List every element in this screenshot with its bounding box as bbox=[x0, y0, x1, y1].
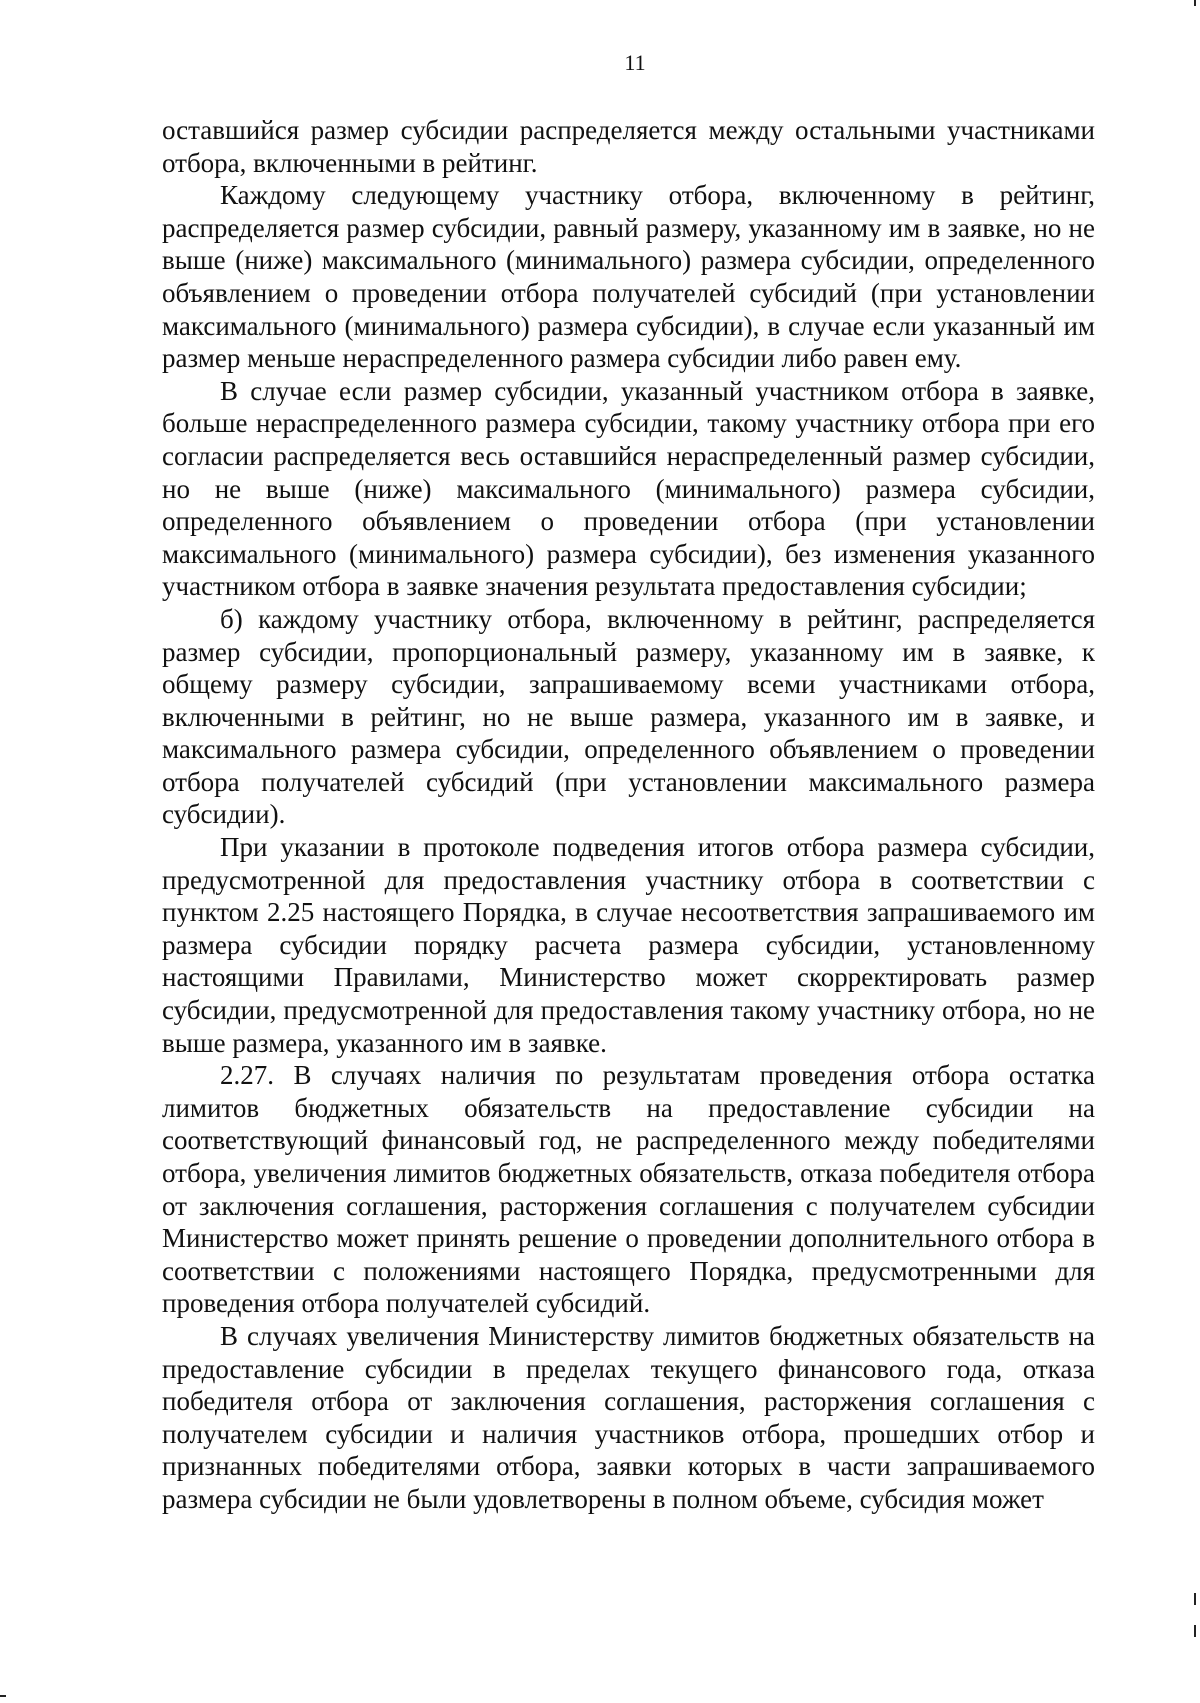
page-number: 11 bbox=[624, 50, 646, 75]
paragraph: В случае если размер субсидии, указанный участником отбора в заявке, больше нераспределенного размера субсидии, такому участнику отбора при его согласии распределяется весь оставшийся нераспределенный размер субсидии, но не выше (ниже) максимального (минимального) размера субсидии, определенного объявлением о проведении отбора (при установлении максимального (минимального) размера субсидии), без изменения указанного участником отбора в заявке значения результата предоставления субсидии; bbox=[162, 375, 1095, 602]
paragraph: При указании в протоколе подведения итогов отбора размера субсидии, предусмотренной для предоставления участнику отбора в соответствии с пунктом 2.25 настоящего Порядка, в случае несоответствия запрашиваемого им размера субсидии порядку расчета размера субсидии, установленному настоящими Правилами, Министерство может скорректировать размер субсидии, предусмотренной для предоставления такому участнику отбора, но не выше размера, указанного им в заявке. bbox=[162, 832, 1095, 1058]
document-body bbox=[162, 114, 1095, 1516]
paragraph: В случаях увеличения Министерству лимитов бюджетных обязательств на предоставление субсидии в пределах текущего финансового года, отказа победителя отбора от заключения соглашения, расторжения соглашения с получателем субсидии и наличия участников отбора, прошедших отбор и признанных победителями отбора, заявки которых в части запрашиваемого размера субсидии не были удовлетворены в полном объеме, субсидия может bbox=[162, 1320, 1095, 1514]
scan-edge-mark bbox=[1194, 1593, 1196, 1605]
paragraph-section-2-27: 2.27. В случаях наличия по результатам проведения отбора остатка лимитов бюджетных обязательств на предоставление субсидии на соответствующий финансовый год, не распределенного между победителями отбора, увеличения лимитов бюджетных обязательств, отказа победителя отбора от заключения соглашения, расторжения соглашения с получателем субсидии Министерство может принять решение о проведении дополнительного отбора в соответствии с положениями настоящего Порядка, предусмотренными для проведения отбора получателей субсидий. bbox=[162, 1060, 1095, 1319]
paragraph-continued: оставшийся размер субсидии распределяется между остальными участниками отбора, включенными в рейтинг. bbox=[162, 115, 1095, 178]
paragraph: б) каждому участнику отбора, включенному в рейтинг, распределяется размер субсидии, пропорциональный размеру, указанному им в заявке, к общему размеру субсидии, запрашиваемому всеми участниками отбора, включенными в рейтинг, но не выше размера, указанного им в заявке, и максимального размера субсидии, определенного объявлением о проведении отбора получателей субсидий (при установлении максимального размера субсидии). bbox=[162, 603, 1095, 830]
scan-edge-mark bbox=[1194, 1625, 1196, 1637]
paragraph: Каждому следующему участнику отбора, включенному в рейтинг, распределяется размер субсидии, равный размеру, указанному им в заявке, но не выше (ниже) максимального (минимального) размера субсидии, определенного объявлением о проведении отбора получателей субсидий (при установлении максимального (минимального) размера субсидии), в случае если указанный им размер меньше нераспределенного размера субсидии либо равен ему. bbox=[162, 180, 1095, 374]
scan-edge-mark bbox=[0, 1695, 6, 1697]
scan-edge-mark bbox=[1194, 0, 1196, 6]
